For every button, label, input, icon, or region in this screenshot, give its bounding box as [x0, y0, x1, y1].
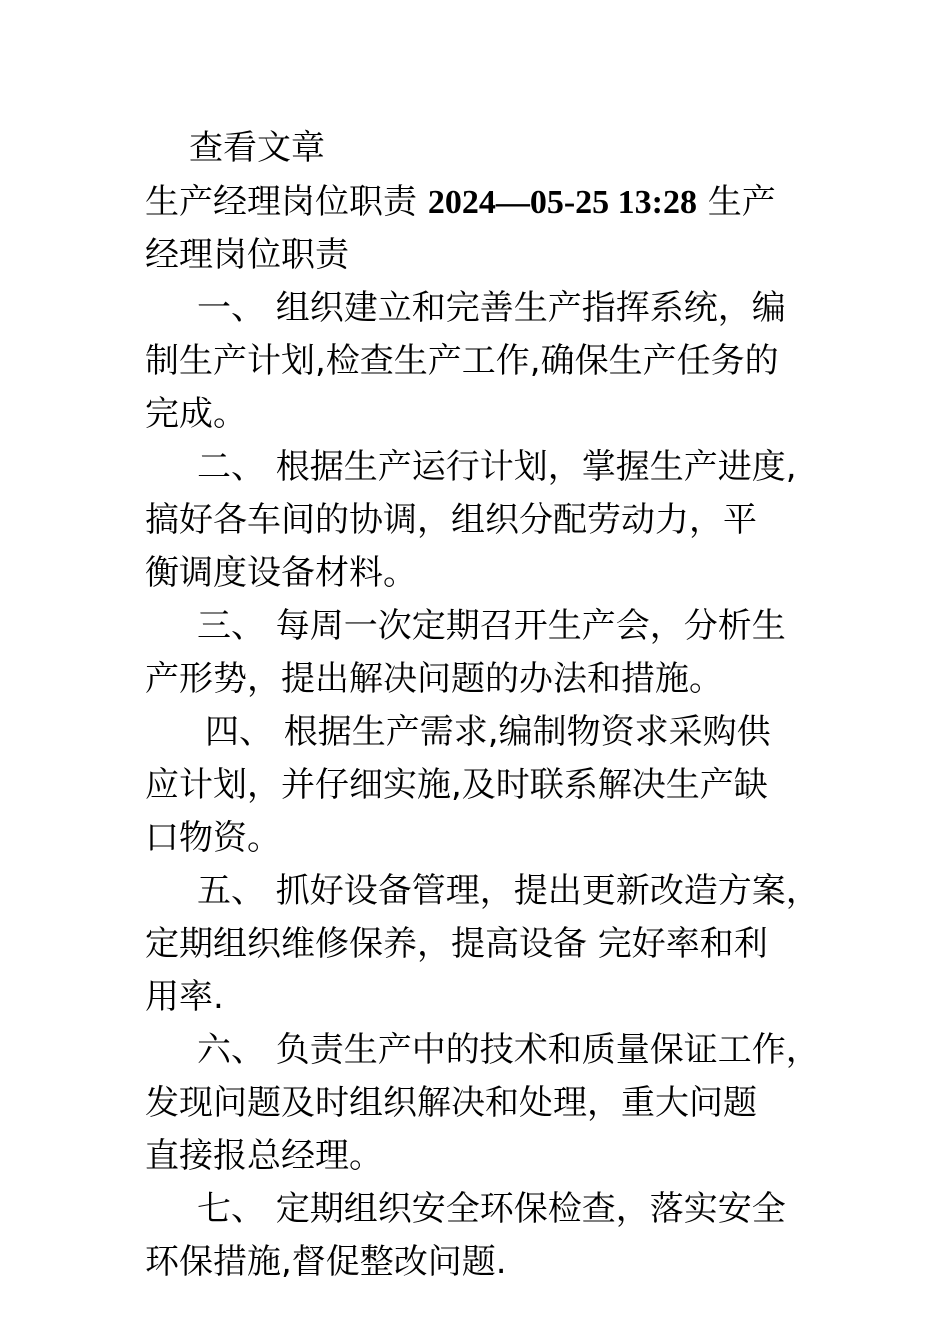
paragraph-3 — [145, 600, 835, 706]
paragraph-line: 衡调度设备材料。 — [145, 553, 417, 593]
paragraph-2 — [145, 441, 835, 600]
paragraph-4 — [145, 706, 835, 865]
paragraph-line: 七、 定期组织安全环保检查，落实安全 — [197, 1189, 786, 1229]
article-title-line-1 — [145, 176, 835, 229]
paragraph-line: 制生产计划,检查生产工作,确保生产任务的 — [145, 341, 779, 381]
paragraph-5 — [145, 865, 835, 1024]
paragraph-line: 直接报总经理。 — [145, 1136, 383, 1176]
paragraph-line: 三、 每周一次定期召开生产会，分析生 — [197, 606, 786, 646]
paragraph-line: 用率. — [145, 977, 224, 1017]
paragraph-line: 定期组织维修保养，提高设备 完好率和利 — [145, 924, 768, 964]
paragraph-line: 五、 抓好设备管理，提出更新改造方案， — [197, 871, 820, 911]
paragraph-line: 应计划，并仔细实施,及时联系解决生产缺 — [145, 765, 768, 805]
article-title-suffix: 生产 — [696, 182, 776, 222]
paragraph-7 — [145, 1183, 835, 1289]
article-datetime: 2024—05-25 13:28 — [427, 184, 697, 221]
document-page — [145, 120, 835, 1289]
article-title-line-2: 经理岗位职责 — [145, 235, 349, 275]
paragraph-1 — [145, 282, 835, 441]
paragraph-line: 完成。 — [145, 394, 247, 434]
paragraph-line: 二、 根据生产运行计划，掌握生产进度, — [197, 447, 797, 487]
article-title-prefix: 生产经理岗位职责 — [145, 182, 428, 222]
paragraph-line: 六、 负责生产中的技术和质量保证工作， — [197, 1030, 820, 1070]
paragraph-line: 发现问题及时组织解决和处理，重大问题 — [145, 1083, 757, 1123]
paragraph-line: 环保措施,督促整改问题. — [145, 1242, 507, 1282]
paragraph-line: 搞好各车间的协调，组织分配劳动力，平 — [145, 500, 757, 540]
paragraph-6 — [145, 1024, 835, 1183]
paragraph-line: 产形势，提出解决问题的办法和措施。 — [145, 659, 723, 699]
paragraph-line: 口物资。 — [145, 818, 281, 858]
paragraph-line: 四、 根据生产需求,编制物资求采购供 — [205, 712, 771, 752]
paragraph-line: 一、 组织建立和完善生产指挥系统，编 — [197, 288, 786, 328]
view-article-heading: 查看文章 — [189, 128, 325, 168]
